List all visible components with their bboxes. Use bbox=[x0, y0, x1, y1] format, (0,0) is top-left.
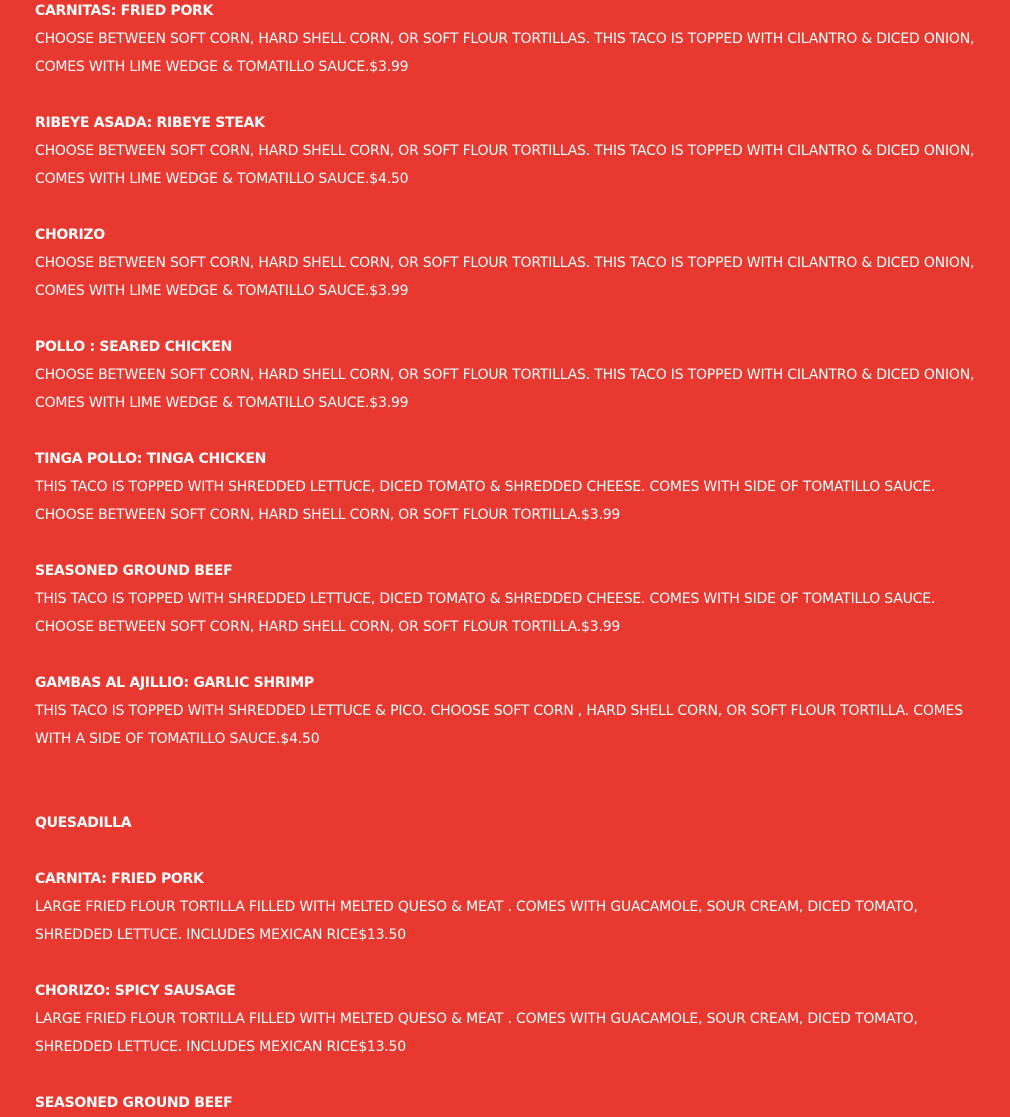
menu-item bbox=[35, 557, 975, 641]
menu-item-description-text: LARGE FRIED FLOUR TORTILLA FILLED WITH MELTED QUESO & MEAT . COMES WITH GUACAMOLE, SOUR CREAM, DICED TOMATO, SHREDDED LETTUCE. INCLUDES MEXICAN RICE bbox=[35, 1011, 918, 1055]
menu-item-price: $3.99 bbox=[369, 59, 409, 75]
menu-item-description bbox=[35, 1005, 975, 1061]
menu-item bbox=[35, 977, 975, 1061]
menu-item-name: SEASONED GROUND BEEF bbox=[35, 563, 233, 579]
menu-item-price: $4.50 bbox=[280, 731, 320, 747]
menu-item-price: $13.50 bbox=[358, 927, 406, 943]
menu-item bbox=[35, 445, 975, 529]
spacer bbox=[35, 529, 975, 557]
menu-item-description-text: THIS TACO IS TOPPED WITH SHREDDED LETTUCE & PICO. CHOOSE SOFT CORN , HARD SHELL CORN, OR SOFT FLOUR TORTILLA. COMES WITH A SIDE OF TOMATILLO SAUCE. bbox=[35, 703, 963, 747]
menu-item bbox=[35, 1089, 975, 1117]
spacer bbox=[35, 837, 975, 865]
menu-item-description-text: CHOOSE BETWEEN SOFT CORN, HARD SHELL CORN, OR SOFT FLOUR TORTILLAS. THIS TACO IS TOPPED WITH CILANTRO & DICED ONION, COMES WITH LIME WEDGE & TOMATILLO SAUCE. bbox=[35, 31, 975, 75]
spacer bbox=[35, 753, 975, 809]
menu-item-description bbox=[35, 585, 975, 641]
menu-item-name: SEASONED GROUND BEEF bbox=[35, 1095, 233, 1111]
spacer bbox=[35, 193, 975, 221]
spacer bbox=[35, 1061, 975, 1089]
menu-item-price: $4.50 bbox=[369, 171, 409, 187]
menu-item-price: $3.99 bbox=[369, 395, 409, 411]
menu-item-description bbox=[35, 697, 975, 753]
menu-item-name: CARNITA: FRIED PORK bbox=[35, 871, 204, 887]
menu-item bbox=[35, 221, 975, 305]
menu-item-description bbox=[35, 361, 975, 417]
menu-item-price: $3.99 bbox=[581, 619, 621, 635]
menu-item-name: POLLO : SEARED CHICKEN bbox=[35, 339, 233, 355]
menu-item-description bbox=[35, 25, 975, 81]
menu-item-description-text: CHOOSE BETWEEN SOFT CORN, HARD SHELL CORN, OR SOFT FLOUR TORTILLAS. THIS TACO IS TOPPED WITH CILANTRO & DICED ONION, COMES WITH LIME WEDGE & TOMATILLO SAUCE. bbox=[35, 367, 975, 411]
menu-item-price: $3.99 bbox=[369, 283, 409, 299]
menu-item-name: CARNITAS: FRIED PORK bbox=[35, 3, 214, 19]
spacer bbox=[35, 305, 975, 333]
menu-item-description-text: CHOOSE BETWEEN SOFT CORN, HARD SHELL CORN, OR SOFT FLOUR TORTILLAS. THIS TACO IS TOPPED WITH CILANTRO & DICED ONION, COMES WITH LIME WEDGE & TOMATILLO SAUCE. bbox=[35, 255, 975, 299]
menu-item bbox=[35, 109, 975, 193]
menu-item-name: CHORIZO bbox=[35, 227, 105, 243]
menu-item bbox=[35, 0, 975, 81]
menu-item-price: $3.99 bbox=[581, 507, 621, 523]
menu-item-name: CHORIZO: SPICY SAUSAGE bbox=[35, 983, 236, 999]
menu-item-description bbox=[35, 249, 975, 305]
menu-item-name: GAMBAS AL AJILLIO: GARLIC SHRIMP bbox=[35, 675, 314, 691]
menu-item-description bbox=[35, 137, 975, 193]
menu-item-name: TINGA POLLO: TINGA CHICKEN bbox=[35, 451, 267, 467]
menu-item bbox=[35, 865, 975, 949]
menu-item-description-text: THIS TACO IS TOPPED WITH SHREDDED LETTUCE, DICED TOMATO & SHREDDED CHEESE. COMES WITH SIDE OF TOMATILLO SAUCE. CHOOSE BETWEEN SOFT CORN, HARD SHELL CORN, OR SOFT FLOUR TORTILLA. bbox=[35, 591, 936, 635]
spacer bbox=[35, 949, 975, 977]
spacer bbox=[35, 417, 975, 445]
menu-item bbox=[35, 333, 975, 417]
menu-item-price: $13.50 bbox=[358, 1039, 406, 1055]
menu-item-description bbox=[35, 473, 975, 529]
menu-item-description-text: LARGE FRIED FLOUR TORTILLA FILLED WITH MELTED QUESO & MEAT . COMES WITH GUACAMOLE, SOUR CREAM, DICED TOMATO, SHREDDED LETTUCE. INCLUDES MEXICAN RICE bbox=[35, 899, 918, 943]
menu-item bbox=[35, 669, 975, 753]
menu-list bbox=[35, 0, 975, 1117]
menu-item-description-text: THIS TACO IS TOPPED WITH SHREDDED LETTUCE, DICED TOMATO & SHREDDED CHEESE. COMES WITH SIDE OF TOMATILLO SAUCE. CHOOSE BETWEEN SOFT CORN, HARD SHELL CORN, OR SOFT FLOUR TORTILLA. bbox=[35, 479, 936, 523]
spacer bbox=[35, 641, 975, 669]
section-title-quesadilla: QUESADILLA bbox=[35, 815, 132, 831]
spacer bbox=[35, 81, 975, 109]
menu-item-description bbox=[35, 893, 975, 949]
menu-item-name: RIBEYE ASADA: RIBEYE STEAK bbox=[35, 115, 265, 131]
menu-item-description-text: CHOOSE BETWEEN SOFT CORN, HARD SHELL CORN, OR SOFT FLOUR TORTILLAS. THIS TACO IS TOPPED WITH CILANTRO & DICED ONION, COMES WITH LIME WEDGE & TOMATILLO SAUCE. bbox=[35, 143, 975, 187]
